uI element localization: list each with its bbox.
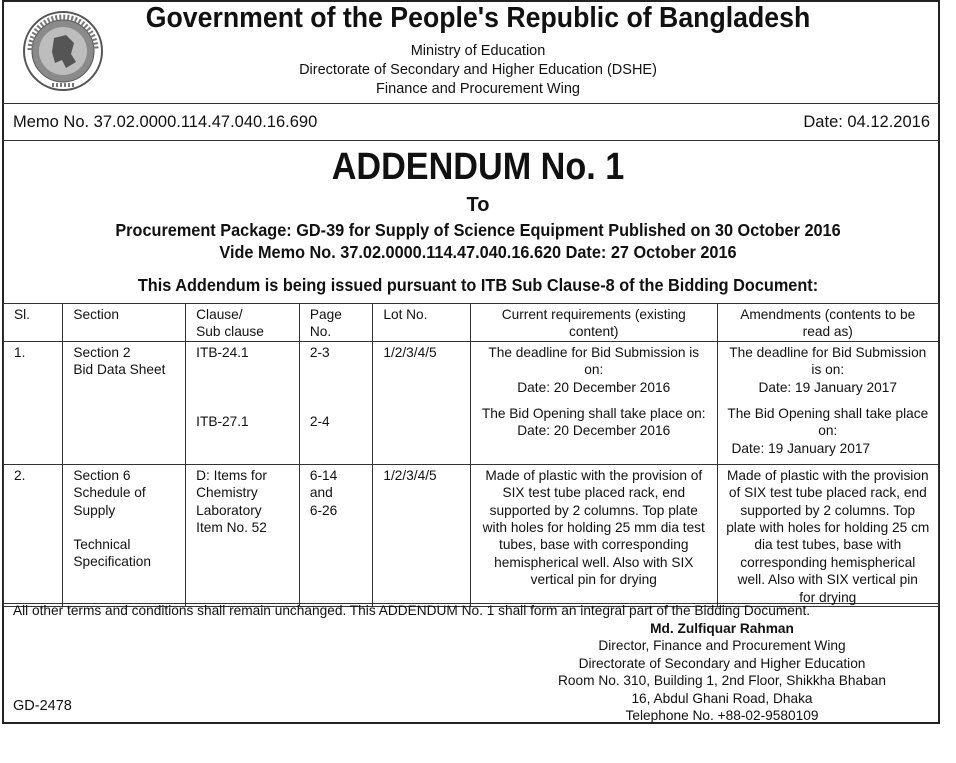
table-row (4, 464, 939, 606)
row2-section: Section 6 Schedule of Supply Technical Specification (63, 464, 186, 606)
signatory-room: Room No. 310, Building 1, 2nd Floor, Shikkha Bhaban (558, 673, 886, 689)
signature-block (522, 620, 922, 724)
vide-line: Vide Memo No. 37.02.0000.114.47.040.16.620 Date: 27 October 2016 (219, 242, 737, 262)
header-page: Page No. (299, 304, 372, 342)
signatory-title: Director, Finance and Procurement Wing (598, 638, 846, 654)
memo-number: Memo No. 37.02.0000.114.47.040.16.690 (13, 113, 318, 131)
package-lines (33, 219, 922, 263)
document-code: GD-2478 (13, 698, 72, 714)
addendum-to: To (466, 194, 490, 216)
header-current: Current requirements (existing content) (470, 304, 717, 342)
row1-section: Section 2 Bid Data Sheet (63, 341, 186, 464)
row1-clause: ITB-24.1 ITB-27.1 (186, 341, 300, 464)
row2-clause: D: Items for Chemistry Laboratory Item No. 52 (186, 464, 300, 606)
pursuant-line: This Addendum is being issued pursuant to ITB Sub Clause-8 of the Bidding Document: (137, 275, 819, 295)
addendum-title: ADDENDUM No. 1 (331, 146, 625, 188)
row2-lot: 1/2/3/4/5 (373, 464, 471, 606)
header-section: Section (63, 304, 186, 342)
header-amendments: Amendments (contents to be read as) (717, 304, 938, 342)
table-row (4, 341, 939, 464)
row1-current: The deadline for Bid Submission is on: Date: 20 December 2016 The Bid Opening shall take place on: Date: 20 December 2016 (470, 341, 717, 464)
header-lot: Lot No. (373, 304, 471, 342)
wing-line: Finance and Procurement Wing (376, 81, 580, 97)
amendment-table (3, 303, 939, 607)
row2-sl: 2. (4, 464, 63, 606)
ministry-line: Ministry of Education (410, 43, 546, 59)
directorate-line: Directorate of Secondary and Higher Education (DSHE) (299, 62, 657, 78)
table-header-row (4, 304, 939, 342)
row1-lot: 1/2/3/4/5 (373, 341, 471, 464)
signatory-phone: Telephone No. +88-02-9580109 (625, 708, 819, 724)
header-clause: Clause/ Sub clause (186, 304, 300, 342)
signatory-org: Directorate of Secondary and Higher Education (578, 655, 866, 671)
row1-amendment: The deadline for Bid Submission is on: Date: 19 January 2017 The Bid Opening shall take place on: Date: 19 January 2017 (717, 341, 938, 464)
row1-sl: 1. (4, 341, 63, 464)
signatory-name: Md. Zulfiquar Rahman (650, 621, 794, 636)
row2-amendment: Made of plastic with the provision of SIX test tube placed rack, end supported by 2 columns. Top plate with holes for holding 25 cm dia test tubes, base with corresponding hemispherical well. Also with SIX vertical pin for drying (717, 464, 938, 606)
divider-header (2, 103, 940, 104)
divider-memo (2, 140, 940, 141)
government-title: Government of the People's Republic of Bangladesh (145, 2, 811, 34)
memo-date: Date: 04.12.2016 (803, 113, 930, 131)
row2-current: Made of plastic with the provision of SIX test tube placed rack, end supported by 2 columns. Top plate with holes for holding 25 mm dia test tubes, base with corresponding hemispherical well. Also with SIX vertical pin for drying (470, 464, 717, 606)
signatory-street: 16, Abdul Ghani Road, Dhaka (631, 690, 813, 706)
terms-note: All other terms and conditions shall remain unchanged. This ADDENDUM No. 1 shall form an integral part of the Bidding Document. (13, 603, 811, 618)
row2-page: 6-14 and 6-26 (299, 464, 372, 606)
row1-page: 2-3 2-4 (299, 341, 372, 464)
package-line: Procurement Package: GD-39 for Supply of Science Equipment Published on 30 October 2016 (115, 220, 841, 240)
header-sl: Sl. (4, 304, 63, 342)
